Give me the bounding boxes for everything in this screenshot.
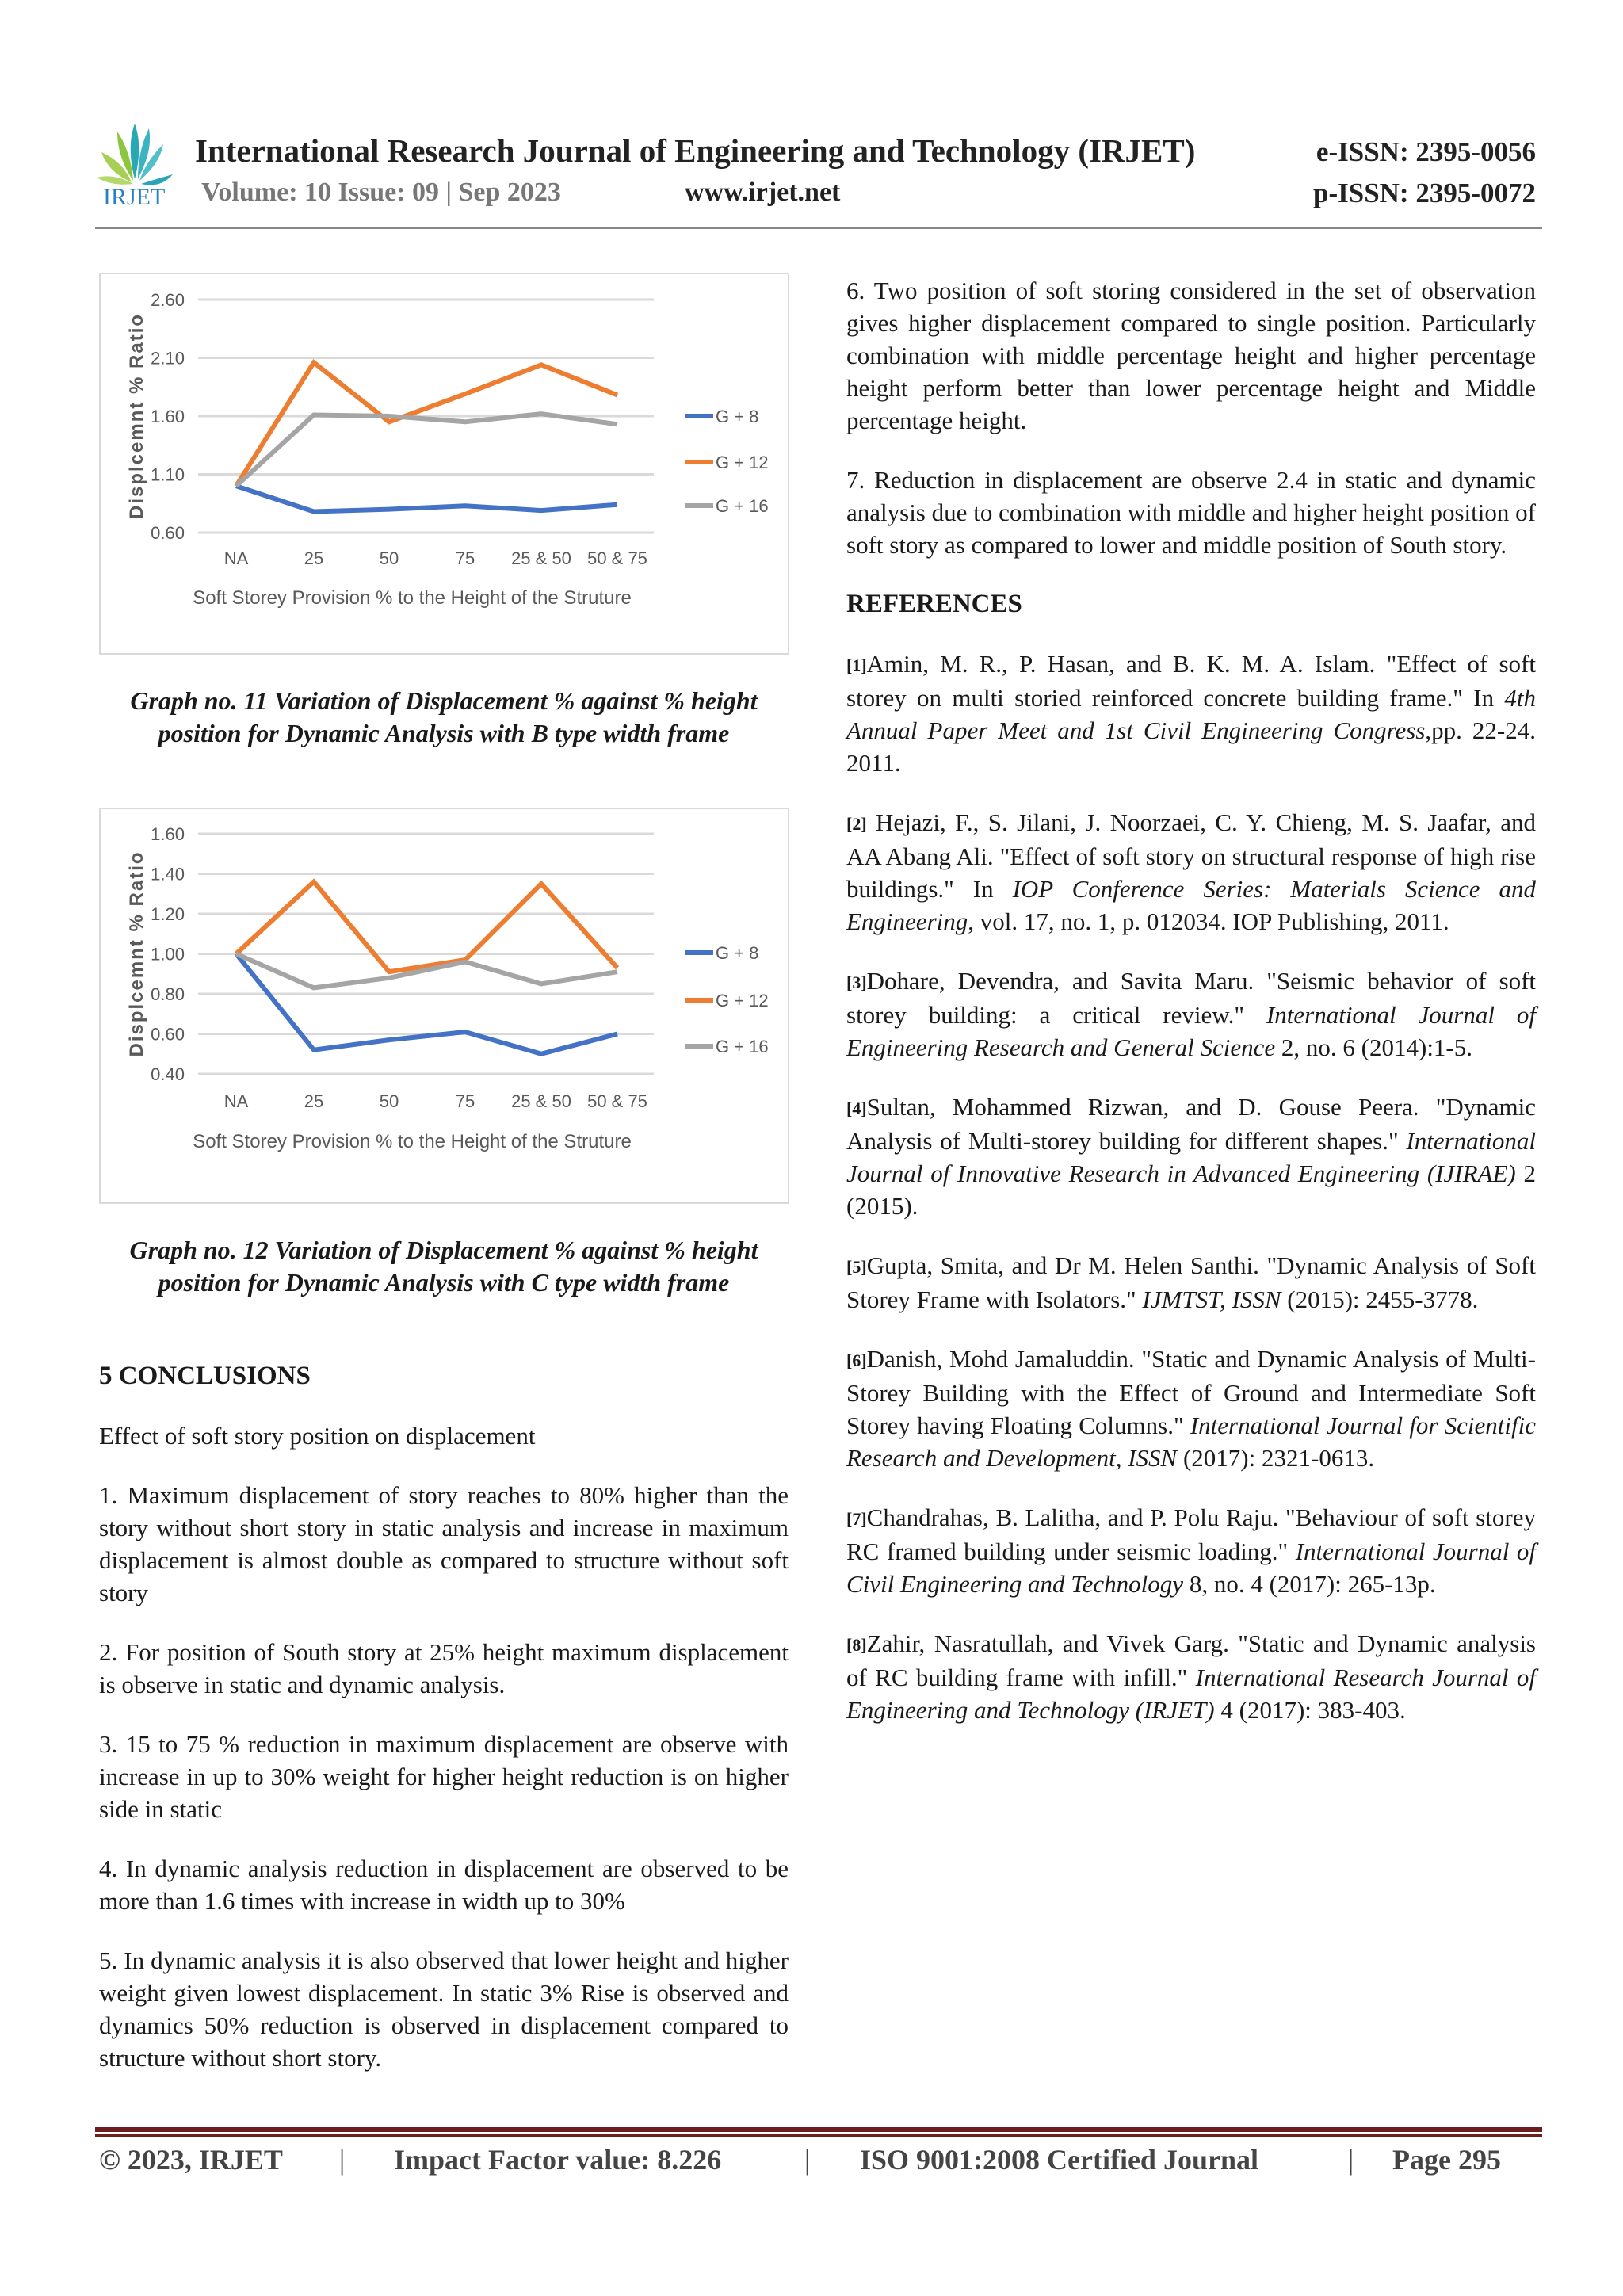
y-tick-label: 1.10 bbox=[151, 464, 185, 485]
reference-number: [2] bbox=[846, 814, 867, 834]
y-tick-label: 1.60 bbox=[151, 824, 185, 844]
reference-number: [4] bbox=[846, 1098, 867, 1118]
reference-number: [8] bbox=[846, 1635, 867, 1655]
footer-rule bbox=[95, 2134, 1542, 2137]
y-tick-label: 2.60 bbox=[151, 290, 185, 310]
conclusions-section bbox=[99, 1360, 789, 2101]
x-tick-label: NA bbox=[223, 548, 249, 568]
header-divider bbox=[95, 227, 1542, 229]
paragraph: 5. In dynamic analysis it is also observed that lower height and higher weight given lowest displacement. In static 3% Rise is observed and dynamics 50% reduction is observed in displacement compared to structure without short story. bbox=[99, 1946, 789, 2072]
legend-label: G + 8 bbox=[716, 943, 759, 963]
legend-label: G + 12 bbox=[716, 991, 769, 1010]
footer-copyright: © 2023, IRJET bbox=[99, 2144, 283, 2176]
legend-label: G + 16 bbox=[716, 1037, 769, 1056]
chart-graph-12 bbox=[95, 804, 792, 1209]
footer-separator: | bbox=[804, 2144, 811, 2176]
reference-source: International Journal of Civil Engineering and Technology bbox=[846, 1538, 1536, 1598]
y-tick-label: 1.60 bbox=[151, 407, 185, 426]
legend-label: G + 12 bbox=[716, 453, 769, 472]
reference-source: International Journal of Engineering Research and General Science bbox=[846, 1001, 1536, 1061]
website-link[interactable]: www.irjet.net bbox=[685, 178, 841, 207]
reference-details: 4 (2017): 383-403. bbox=[1214, 1696, 1406, 1724]
footer-impact-factor: Impact Factor value: 8.226 bbox=[394, 2144, 722, 2176]
reference-item bbox=[846, 1501, 1536, 1600]
footer-separator: | bbox=[1348, 2144, 1354, 2176]
reference-item bbox=[846, 648, 1536, 779]
reference-text: Danish, Mohd Jamaluddin. "Static and Dynamic Analysis of Multi-Storey Building with the Effect of Ground and Intermediate Soft Storey having Floating Columns." bbox=[846, 1345, 1536, 1439]
y-tick-label: 0.60 bbox=[151, 1024, 185, 1045]
x-tick-label: 50 & 75 bbox=[587, 1091, 647, 1111]
reference-source: IJMTST, ISSN bbox=[1142, 1286, 1281, 1313]
footer-iso: ISO 9001:2008 Certified Journal bbox=[860, 2144, 1258, 2176]
reference-details: ,pp. 22-24. 2011. bbox=[846, 716, 1536, 777]
footer-rule bbox=[95, 2127, 1542, 2132]
reference-text: Gupta, Smita, and Dr M. Helen Santhi. "Dynamic Analysis of Soft Storey Frame with Isolators." bbox=[846, 1251, 1536, 1313]
caption-graph-12: Graph no. 12 Variation of Displacement % against % height position for Dynamic Analysis with C type width frame bbox=[129, 1236, 758, 1297]
logo-text: IRJET bbox=[103, 184, 166, 210]
reference-number: [5] bbox=[846, 1257, 867, 1277]
reference-details: (2017): 2321-0613. bbox=[1177, 1444, 1375, 1472]
reference-item bbox=[846, 1249, 1536, 1316]
x-tick-label: 75 bbox=[455, 1091, 475, 1111]
reference-text: Chandrahas, B. Lalitha, and P. Polu Raju. "Behaviour of soft storey RC framed building under seismic loading." bbox=[846, 1503, 1536, 1565]
reference-text: Amin, M. R., P. Hasan, and B. K. M. A. Islam. "Effect of soft storey on multi storied reinforced concrete building frame." In bbox=[846, 650, 1536, 712]
reference-item bbox=[846, 1343, 1536, 1474]
x-tick-label: 25 bbox=[304, 1091, 324, 1111]
paragraph: 6. Two position of soft storing considered in the set of observation gives higher displacement compared to single position. Particularly combination with middle percentage height and higher percentage height perform better than lower percentage height and Middle percentage height. bbox=[846, 277, 1536, 434]
y-tick-label: 0.80 bbox=[151, 984, 185, 1004]
reference-number: [7] bbox=[846, 1509, 867, 1529]
y-axis-title: Displcemnt % Ratio bbox=[126, 312, 147, 520]
references-list bbox=[846, 648, 1536, 1726]
x-tick-label: 50 bbox=[379, 548, 399, 568]
reference-details: 8, no. 4 (2017): 265-13p. bbox=[1183, 1570, 1436, 1598]
reference-details: , vol. 17, no. 1, p. 012034. IOP Publishing, 2011. bbox=[968, 907, 1449, 935]
right-column bbox=[846, 274, 1536, 1753]
reference-source: 4th Annual Paper Meet and 1st Civil Engineering Congress bbox=[846, 684, 1536, 744]
reference-source: IOP Conference Series: Materials Science and Engineering bbox=[846, 875, 1536, 935]
paragraph: 4. In dynamic analysis reduction in displacement are observed to be more than 1.6 times with increase in width up to 30% bbox=[99, 1855, 789, 1915]
footer-separator: | bbox=[339, 2144, 346, 2176]
paragraph: 3. 15 to 75 % reduction in maximum displacement are observe with increase in up to 30% weight for higher height reduction is on higher side in static bbox=[99, 1730, 789, 1823]
reference-details: (2015): 2455-3778. bbox=[1281, 1286, 1479, 1313]
reference-number: [6] bbox=[846, 1350, 867, 1370]
chart-graph-11 bbox=[95, 269, 792, 658]
irjet-logo bbox=[94, 117, 181, 216]
x-tick-label: 25 & 50 bbox=[511, 548, 571, 568]
reference-number: [3] bbox=[846, 972, 867, 992]
x-axis-title: Soft Storey Provision % to the Height of the Struture bbox=[193, 1131, 632, 1152]
y-axis-title: Displcemnt % Ratio bbox=[126, 850, 147, 1057]
reference-source: International Journal of Innovative Research in Advanced Engineering (IJIRAE) bbox=[846, 1127, 1536, 1187]
y-tick-label: 0.40 bbox=[151, 1064, 185, 1084]
legend-label: G + 16 bbox=[716, 496, 769, 516]
x-tick-label: NA bbox=[223, 1091, 249, 1111]
reference-details: 2 (2015). bbox=[846, 1159, 1536, 1220]
paragraph: 2. For position of South story at 25% height maximum displacement is observe in static and dynamic analysis. bbox=[99, 1638, 789, 1698]
reference-text: Hejazi, F., S. Jilani, J. Noorzaei, C. Y. Chieng, M. S. Jaafar, and AA Abang Ali. "Effect of soft story on structural response of high rise buildings." In bbox=[846, 808, 1536, 903]
legend-label: G + 8 bbox=[716, 407, 759, 426]
reference-item bbox=[846, 1627, 1536, 1726]
references-heading: REFERENCES bbox=[846, 590, 1022, 618]
caption-graph-11: Graph no. 11 Variation of Displacement % against % height position for Dynamic Analysis with B type width frame bbox=[130, 686, 758, 747]
x-tick-label: 25 & 50 bbox=[511, 1091, 571, 1111]
journal-title: International Research Journal of Engineering and Technology (IRJET) bbox=[195, 132, 1196, 169]
conclusions-heading: 5 CONCLUSIONS bbox=[99, 1362, 311, 1390]
x-tick-label: 25 bbox=[304, 548, 324, 568]
reference-item bbox=[846, 965, 1536, 1064]
volume-issue: Volume: 10 Issue: 09 | Sep 2023 bbox=[201, 178, 561, 207]
y-tick-label: 0.60 bbox=[151, 523, 185, 543]
y-tick-label: 2.10 bbox=[151, 348, 185, 369]
reference-source: International Journal for Scientific Research and Development, ISSN bbox=[846, 1412, 1536, 1472]
reference-number: [1] bbox=[846, 655, 867, 675]
paragraph: 1. Maximum displacement of story reaches to 80% higher than the story without short story in static analysis and increase in maximum displacement is almost double as compared to structure without soft story bbox=[99, 1481, 789, 1606]
x-tick-label: 50 bbox=[379, 1091, 399, 1111]
y-tick-label: 1.40 bbox=[151, 864, 185, 884]
reference-item bbox=[846, 806, 1536, 938]
reference-text: Sultan, Mohammed Rizwan, and D. Gouse Peera. "Dynamic Analysis of Multi-storey building for different shapes." bbox=[846, 1093, 1536, 1155]
x-tick-label: 75 bbox=[455, 548, 475, 568]
reference-text: Zahir, Nasratullah, and Vivek Garg. "Static and Dynamic analysis of RC building frame with infill." bbox=[846, 1629, 1536, 1691]
e-issn: e-ISSN: 2395-0056 bbox=[1316, 136, 1536, 167]
x-axis-title: Soft Storey Provision % to the Height of the Struture bbox=[193, 587, 632, 609]
y-tick-label: 1.20 bbox=[151, 904, 185, 924]
reference-source: International Research Journal of Engineering and Technology (IRJET) bbox=[846, 1664, 1536, 1724]
paragraph: 7. Reduction in displacement are observe 2.4 in static and dynamic analysis due to combination with middle and higher height position of soft story as compared to lower and middle position of South story. bbox=[846, 466, 1536, 559]
reference-text: Dohare, Devendra, and Savita Maru. "Seismic behavior of soft storey building: a critical review." bbox=[846, 967, 1536, 1029]
paragraph: Effect of soft story position on displacement bbox=[99, 1422, 536, 1450]
p-issn: p-ISSN: 2395-0072 bbox=[1312, 178, 1536, 208]
reference-details: 2, no. 6 (2014):1-5. bbox=[1275, 1033, 1473, 1061]
x-tick-label: 50 & 75 bbox=[587, 548, 647, 568]
footer-page-number: Page 295 bbox=[1392, 2144, 1501, 2176]
reference-item bbox=[846, 1091, 1536, 1222]
y-tick-label: 1.00 bbox=[151, 944, 185, 965]
